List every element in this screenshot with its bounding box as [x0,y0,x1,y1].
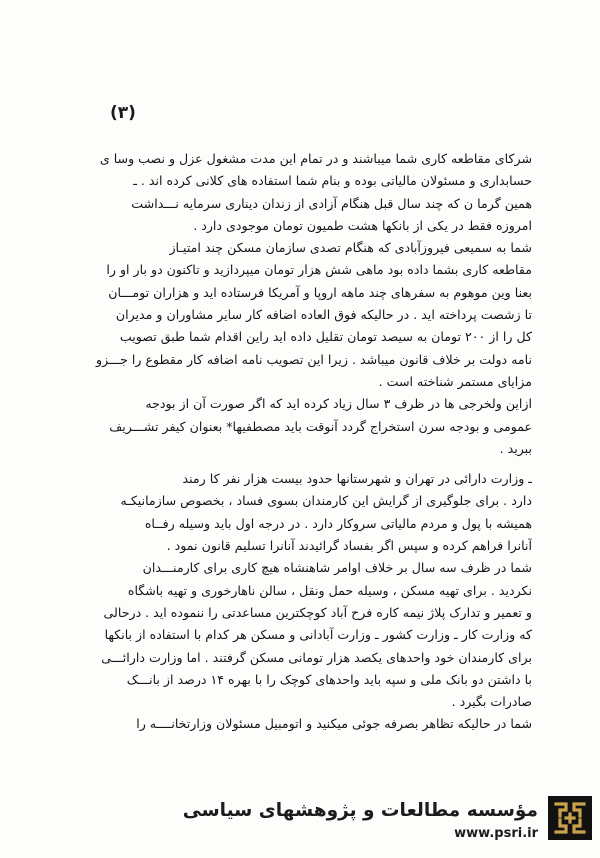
text-line: نامه دولت بر خلاف قانون میباشد . زیرا این تصویب نامه اضافه کار مقطوع را جـــزو [96,351,532,367]
text-line: و تعمیر و تدارک پلاژ نیمه کاره فرح آباد کوچکترین مساعدتی را ننموده اید . درحالی [103,604,532,620]
text-line: شما به سمیعی فیروزآبادی که هنگام تصدی سازمان مسکن چند امتیـاز [169,240,532,256]
psri-logo-icon [548,796,592,840]
text-line: عمومی و بودجه سرن استخراج گردد آنوقت باید مصطفیها* بعنوان کیفر تشـــریف [109,418,532,434]
text-line: صادرات بگیرد . [451,694,532,710]
text-line: مقاطعه کاری بشما داده بود ماهی شش هزار تومان میپردازید و تاکنون دو بار او را [106,262,532,278]
text-line: تا زشصت پرداخته اید . در حالیکه فوق العاده اضافه کار سایر مشاوران و مدیران [115,307,532,323]
text-line: دارد . برای جلوگیری از گرایش این کارمندان بسوی فساد ، بخصوص سازمانیکـه [120,493,532,509]
paragraph [56,393,532,460]
text-line: ازاین ولخرجی ها در ظرف ۳ سال زیاد کرده اید که اگر صورت آن از بودجه [145,396,532,412]
text-line: ـ وزارت دارائی در تهران و شهرستانها حدود بیست هزار نفر کا رمند [182,471,532,487]
paragraph [56,237,532,393]
text-line: شرکای مقاطعه کاری شما میباشند و در تمام این مدت مشغول عزل و نصب وسا ی [99,151,532,166]
text-line: نکردید . برای تهیه مسکن ، وسیله حمل ونقل ، سالن ناهارخوری و تهیه باشگاه [127,582,532,598]
text-line: بعنا وین موهوم به سفرهای چند ماهه اروپا و آمریکا فرستاده اید و هزاران تومـــان [108,284,532,300]
text-line: مزایای مستمر شناخته است . [378,373,532,389]
body-text [56,148,532,736]
paragraph-gap [56,460,532,468]
text-line: ببرید . [499,440,532,456]
paragraph [56,148,532,237]
institute-name: مؤسسه مطالعات و پژوهشهای سیاسی [182,800,538,821]
text-line: برای کارمندان خود واحدهای یکصد هزار تومانی مسکن گرفتند . اما وزارت دارائـــی [101,649,532,665]
website-link[interactable]: www.psri.ir [454,826,538,841]
text-line: شما در ظرف سه سال بر خلاف اوامر شاهنشاه هیچ کاری برای کارمنـــدان [142,560,532,576]
text-line: امروزه فقط در یکی از بانکها هشت طمیون تومان موجودی دارد . [193,217,532,233]
page-number: (۳) [110,103,136,123]
watermark-footer [0,790,600,858]
text-line: حسابداری و مسئولان مالیاتی بوده و بنام شما استفاده های کلانی کرده اند . ـ [133,173,532,189]
text-line: آنانرا فراهم کرده و سپس اگر بفساد گرائیدند آنانرا تسلیم قانون نمود . [166,538,532,554]
text-line: با داشتن دو بانک ملی و سپه باید واحدهای کوچک را با بهره ۱۴ درصد از بانـــک [126,671,532,687]
text-line: که وزارت کار ـ وزارت کشور ـ وزارت آبادانی و مسکن هر کدام با استفاده از بانکها [104,627,532,643]
paragraph [56,468,532,557]
text-line: همین گرما ن که چند سال قبل هنگام آزادی از زندان دیناری سرمایه نـــداشت [131,195,532,211]
text-line: کل را از ۲۰۰ تومان به سیصد تومان تقلیل داده اید راین اقدام شما طبق تصویب [119,329,532,345]
text-line: همیشه با پول و مردم مالیاتی سروکار دارد . در درجه اول باید وسیله رفــاه [144,515,532,531]
text-line: شما در حالیکه تظاهر بصرفه جوئی میکنید و اتومبیل مسئولان وزارتخانــــه را [136,716,532,732]
paragraph [56,557,532,713]
paragraph [56,713,532,735]
